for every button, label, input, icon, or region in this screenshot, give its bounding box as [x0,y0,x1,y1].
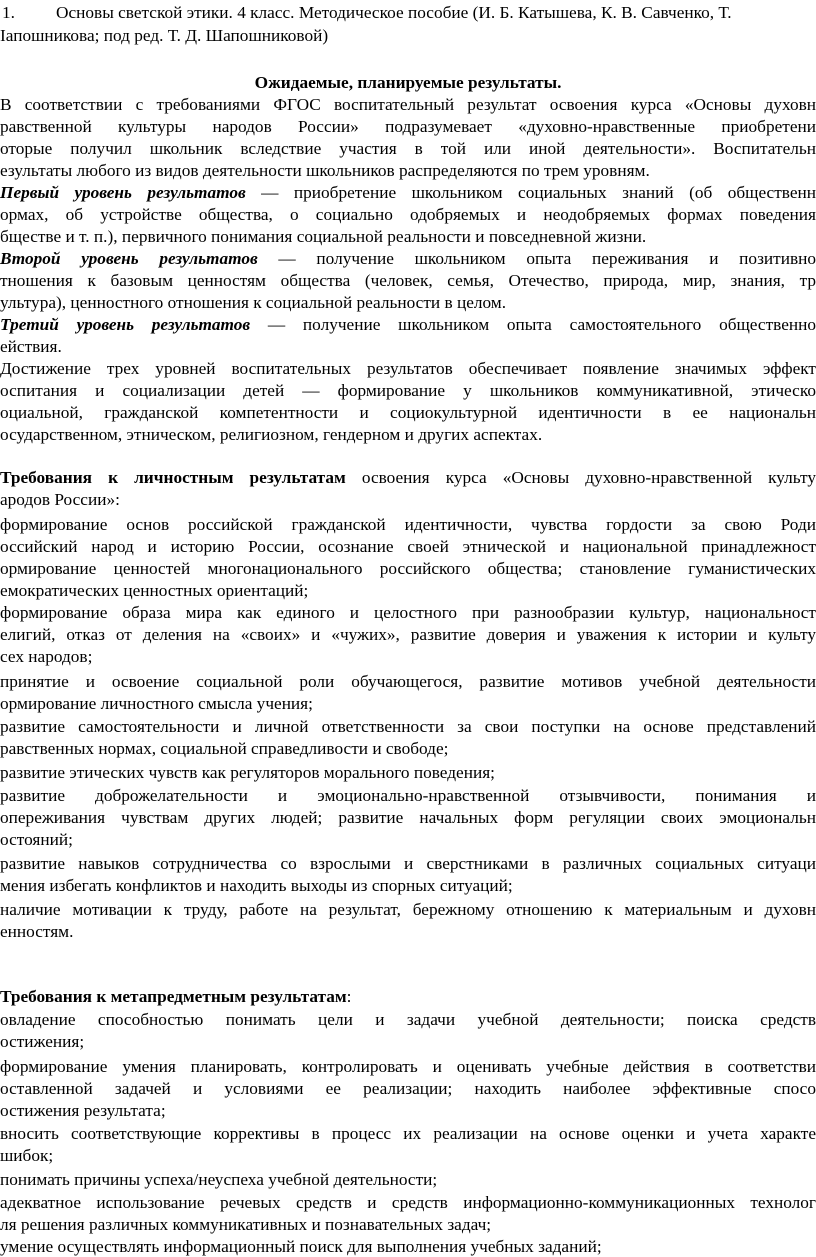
paragraph-line: ормах, об устройстве общества, о социально одобряемых и неодобряемых формах поведения [0,205,816,224]
paragraph-line: оциальной, гражданской компетентности и социокультурной идентичности в ее национальн [0,403,816,422]
paragraph-line: ействия. [0,337,62,356]
paragraph-line: оспитания и социализации детей — формирование у школьников коммуникативной, этическо [0,381,816,400]
list-item-line: сех народов; [0,647,93,666]
list-item-line: шибок; [0,1146,54,1165]
paragraph-line: езультаты любого из видов деятельности школьников распределяются по трем уровням. [0,161,650,180]
level2-line [0,248,816,270]
list-item-line: оставленной задачей и условиями ее реализации; находить наиболее эффективные спосо [0,1079,816,1098]
header-line-2: Іапошникова; под ред. Т. Д. Шапошниковой) [0,26,329,45]
list-item-line: развитие доброжелательности и эмоционально-нравственной отзывчивости, понимания и [0,786,816,805]
level2-text: — получение школьником опыта переживания и позитивно [257,249,816,268]
personal-heading-line [0,467,816,489]
list-item-line: вносить соответствующие коррективы в процесс их реализации на основе оценки и учета характе [0,1124,816,1143]
list-item-line: остижения результата; [0,1101,166,1120]
header-title: Основы светской этики. 4 класс. Методическое пособие (И. Б. Катышева, К. В. Савченко, Т. [56,3,732,22]
paragraph-line: В соответствии с требованиями ФГОС воспитательный результат освоения курса «Основы духовн [0,95,816,114]
results-heading: Ожидаемые, планируемые результаты. [254,73,562,92]
meta-heading-rest: : [346,987,352,1006]
list-item-line: умение осуществлять информационный поиск для выполнения учебных заданий; [0,1237,602,1256]
list-item-line: формирование образа мира как единого и целостного при разнообразии культур, национальност [0,603,816,622]
list-item-line: развитие самостоятельности и личной ответственности за свои поступки на основе представлений [0,717,816,736]
paragraph-line: ультура), ценностного отношения к социальной реальности в целом. [0,293,507,312]
level1-line [0,182,816,204]
list-item-line: формирование умения планировать, контролировать и оценивать учебные действия в соответстви [0,1057,816,1076]
list-item-line: емократических ценностных ориентаций; [0,581,309,600]
list-item-line: опереживания чувствам других людей; развитие начальных форм регуляции своих эмоциональн [0,808,816,827]
paragraph-line: осударственном, этническом, религиозном, гендерном и других аспектах. [0,425,543,444]
list-item-line: остижения; [0,1032,85,1051]
list-item-line: ормирование ценностей многонационального российского общества; становление гуманистических [0,559,816,578]
list-item-line: мения избегать конфликтов и находить выходы из спорных ситуаций; [0,876,513,895]
list-item-line: равственных нормах, социальной справедливости и свободе; [0,739,449,758]
personal-heading-rest: освоения курса «Основы духовно-нравственной культу [345,468,816,487]
list-item-line: развитие этических чувств как регуляторов морального поведения; [0,763,495,782]
header-number: 1. [2,3,15,22]
paragraph-line: тношения к базовым ценностям общества (человек, семья, Отечество, природа, мир, знания, тр [0,271,816,290]
list-item-line: остояний; [0,830,73,849]
personal-heading-line-2: ародов России»: [0,490,120,509]
list-item-line: ля решения различных коммуникативных и познавательных задач; [0,1215,492,1234]
paragraph-line: Достижение трех уровней воспитательных результатов обеспечивает появление значимых эффект [0,359,816,378]
list-item-line: наличие мотивации к труду, работе на результат, бережному отношению к материальным и духовн [0,900,816,919]
list-item-line: ормирование личностного смысла учения; [0,694,313,713]
list-item-line: елигий, отказ от деления на «своих» и «чужих», развитие доверия и уважения к истории и культу [0,625,816,644]
level3-text: — получение школьником опыта самостоятельного общественно [250,315,816,334]
paragraph-line: бществе и т. п.), первичного понимания социальной реальности и повседневной жизни. [0,227,647,246]
level1-text: — приобретение школьником социальных знаний (об общественн [245,183,816,202]
personal-heading: Требования к личностным результатам [0,468,346,487]
level3-line [0,314,816,336]
list-item-line: принятие и освоение социальной роли обучающегося, развитие мотивов учебной деятельности [0,672,816,691]
level2-term: Второй уровень результатов [0,249,258,268]
list-item-line: понимать причины успеха/неуспеха учебной деятельности; [0,1170,438,1189]
list-item-line: формирование основ российской гражданской идентичности, чувства гордости за свою Роди [0,515,816,534]
level3-term: Третий уровень результатов [0,315,251,334]
list-item-line: развитие навыков сотрудничества со взрослыми и сверстниками в различных социальных ситуаци [0,854,816,873]
list-item-line: овладение способностью понимать цели и задачи учебной деятельности; поиска средств [0,1010,816,1029]
paragraph-line: равственной культуры народов России» подразумевает «духовно-нравственные приобретени [0,117,816,136]
meta-heading-line [0,986,351,1008]
list-item-line: енностям. [0,922,74,941]
list-item-line: оссийский народ и историю России, осознание своей этнической и национальной принадлежност [0,537,816,556]
meta-heading: Требования к метапредметным результатам [0,987,347,1006]
level1-term: Первый уровень результатов [0,183,246,202]
list-item-line: адекватное использование речевых средств и средств информационно-коммуникационных технолог [0,1193,816,1212]
paragraph-line: оторые получил школьник вследствие участия в той или иной деятельности». Воспитательн [0,139,816,158]
